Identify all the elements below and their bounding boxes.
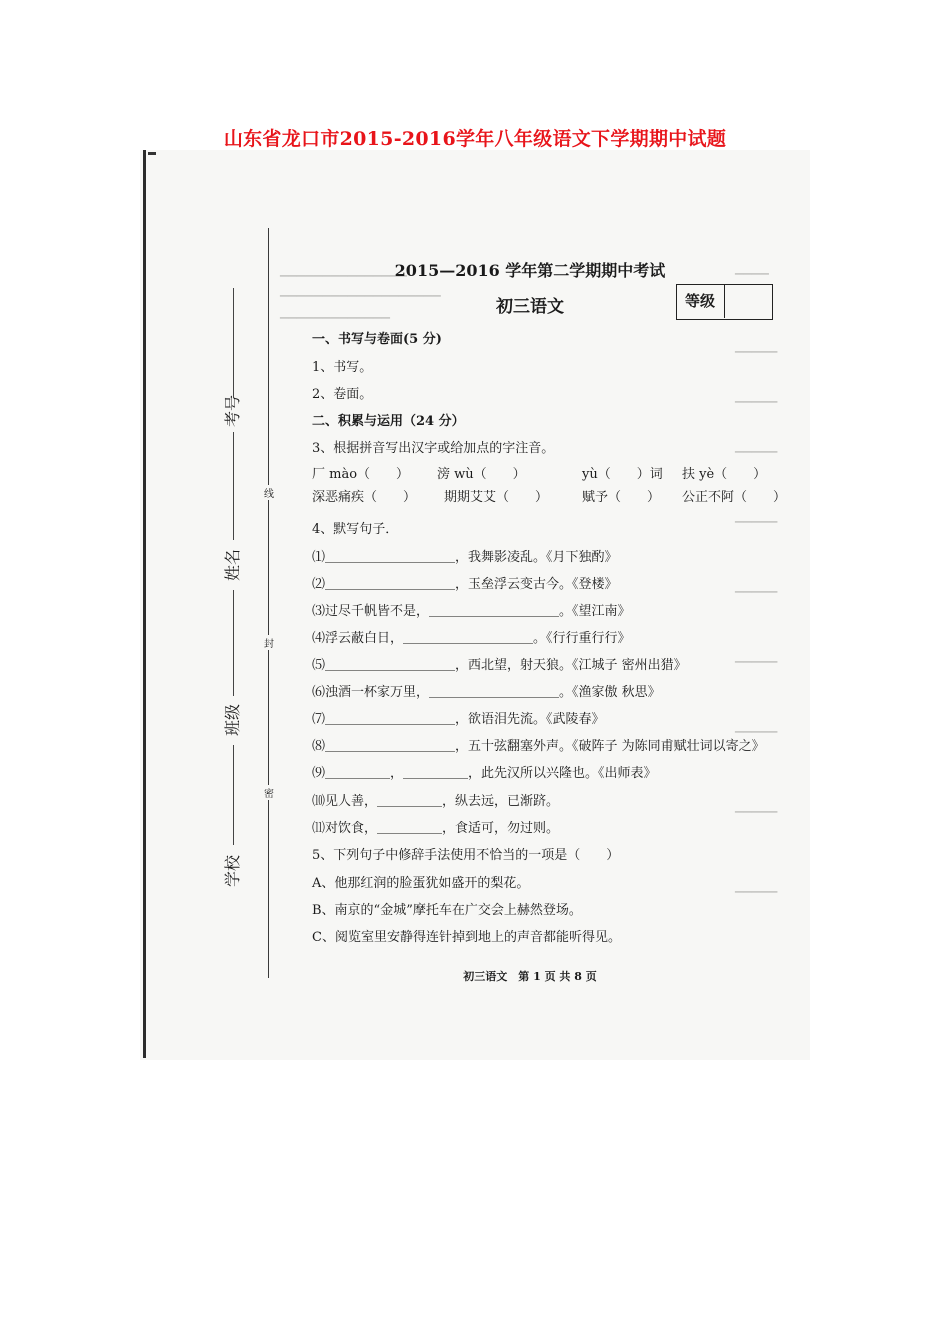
pinyin-item: 厂 mào（ ）: [312, 467, 410, 482]
bleed-through-text: ▁▁▁▁▁: [735, 720, 778, 733]
field-label-school: 学校: [223, 855, 242, 888]
bleed-through-text: ▁▁▁▁▁▁▁▁▁▁▁▁▁▁▁▁▁▁▁: [280, 284, 441, 297]
recitation-item: ⑽见人善，＿＿＿＿＿，纵去远，已渐跻。: [312, 794, 560, 809]
recitation-item: ⑴＿＿＿＿＿＿＿＿＿＿，我舞影凌乱。《月下独酌》: [312, 550, 618, 565]
recitation-item: ⑹浊酒一杯家万里，＿＿＿＿＿＿＿＿＿＿。《渔家傲 秋思》: [312, 685, 661, 700]
recitation-item: ⑸＿＿＿＿＿＿＿＿＿＿，西北望，射天狼。《江城子 密州出猎》: [312, 658, 687, 673]
recitation-item: ⑺＿＿＿＿＿＿＿＿＿＿，欲语泪先流。《武陵春》: [312, 712, 605, 727]
pinyin-item: yù（ ）词: [582, 467, 663, 482]
bleed-through-text: ▁▁▁▁: [735, 262, 769, 275]
pinyin-item: 扶 yè（ ）: [682, 467, 767, 482]
pinyin-item: 赋予（ ）: [582, 490, 661, 505]
bleed-through-text: ▁▁▁▁▁: [735, 880, 778, 893]
bleed-through-text: ▁▁▁▁▁: [735, 580, 778, 593]
recitation-item: ⑵＿＿＿＿＿＿＿＿＿＿，玉垒浮云变古今。《登楼》: [312, 577, 618, 592]
bleed-through-text: ▁▁▁▁▁: [735, 800, 778, 813]
exam-subject: 初三语文: [496, 297, 564, 317]
page-footer: 初三语文 第 1 页 共 8 页: [463, 970, 597, 983]
section-heading: 二、积累与运用（24 分）: [312, 414, 465, 429]
grade-label: 等级: [676, 284, 725, 318]
scan-border-left: [143, 150, 146, 1058]
recitation-item: ⑾对饮食，＿＿＿＿＿，食适可，勿过则。: [312, 821, 560, 836]
exam-title: 2015—2016 学年第二学期期中考试: [394, 261, 666, 280]
bleed-through-text: ▁▁▁▁▁: [735, 390, 778, 403]
bleed-through-text: ▁▁▁▁▁: [735, 340, 778, 353]
recitation-item: ⑼＿＿＿＿＿，＿＿＿＿＿，此先汉所以兴隆也。《出师表》: [312, 766, 657, 781]
bleed-through-text: ▁▁▁▁▁: [735, 650, 778, 663]
pinyin-item: 公正不阿（ ）: [682, 490, 787, 505]
binding-mark-secret: 密: [262, 785, 276, 800]
field-label-name: 姓名: [223, 549, 242, 582]
option-a: A、他那红润的脸蛋犹如盛开的梨花。: [312, 876, 530, 891]
binding-line: [268, 228, 269, 978]
recitation-item: ⑷浮云蔽白日，＿＿＿＿＿＿＿＿＿＿。《行行重行行》: [312, 631, 631, 646]
question-5: 5、下列句子中修辞手法使用不恰当的一项是（ ）: [312, 848, 620, 863]
pinyin-item: 滂 wù（ ）: [437, 467, 526, 482]
pinyin-item: 深恶痛疾（ ）: [312, 490, 417, 505]
bleed-through-text: ▁▁▁▁▁▁▁▁▁▁▁▁▁: [280, 306, 390, 319]
question-item: 1、书写。: [312, 360, 373, 375]
question-item: 2、卷面。: [312, 387, 373, 402]
document-title: 山东省龙口市2015-2016学年八年级语文下学期期中试题: [223, 128, 727, 150]
bleed-through-text: ▁▁▁▁▁▁▁▁▁▁▁▁▁▁▁: [280, 264, 407, 277]
scan-corner-mark: [148, 152, 156, 155]
section-heading: 一、书写与卷面(5 分): [312, 332, 442, 347]
pinyin-item: 期期艾艾（ ）: [444, 490, 549, 505]
question-3: 3、根据拼音写出汉字或给加点的字注音。: [312, 441, 555, 456]
question-4: 4、默写句子．: [312, 522, 399, 537]
field-label-class: 班级: [223, 704, 242, 737]
binding-mark-seal: 封: [262, 635, 276, 650]
binding-mark-line: 线: [262, 485, 276, 500]
recitation-item: ⑻＿＿＿＿＿＿＿＿＿＿，五十弦翻塞外声。《破阵子 为陈同甫赋壮词以寄之》: [312, 739, 765, 754]
bleed-through-text: ▁▁▁▁▁: [735, 510, 778, 523]
option-c: C、阅览室里安静得连针掉到地上的声音都能听得见。: [312, 930, 621, 945]
bleed-through-text: ▁▁▁▁▁: [735, 440, 778, 453]
recitation-item: ⑶过尽千帆皆不是，＿＿＿＿＿＿＿＿＿＿。《望江南》: [312, 604, 631, 619]
option-b: B、南京的“金城”摩托车在广交会上赫然登场。: [312, 903, 582, 918]
field-label-exam-number: 考号: [223, 395, 242, 428]
